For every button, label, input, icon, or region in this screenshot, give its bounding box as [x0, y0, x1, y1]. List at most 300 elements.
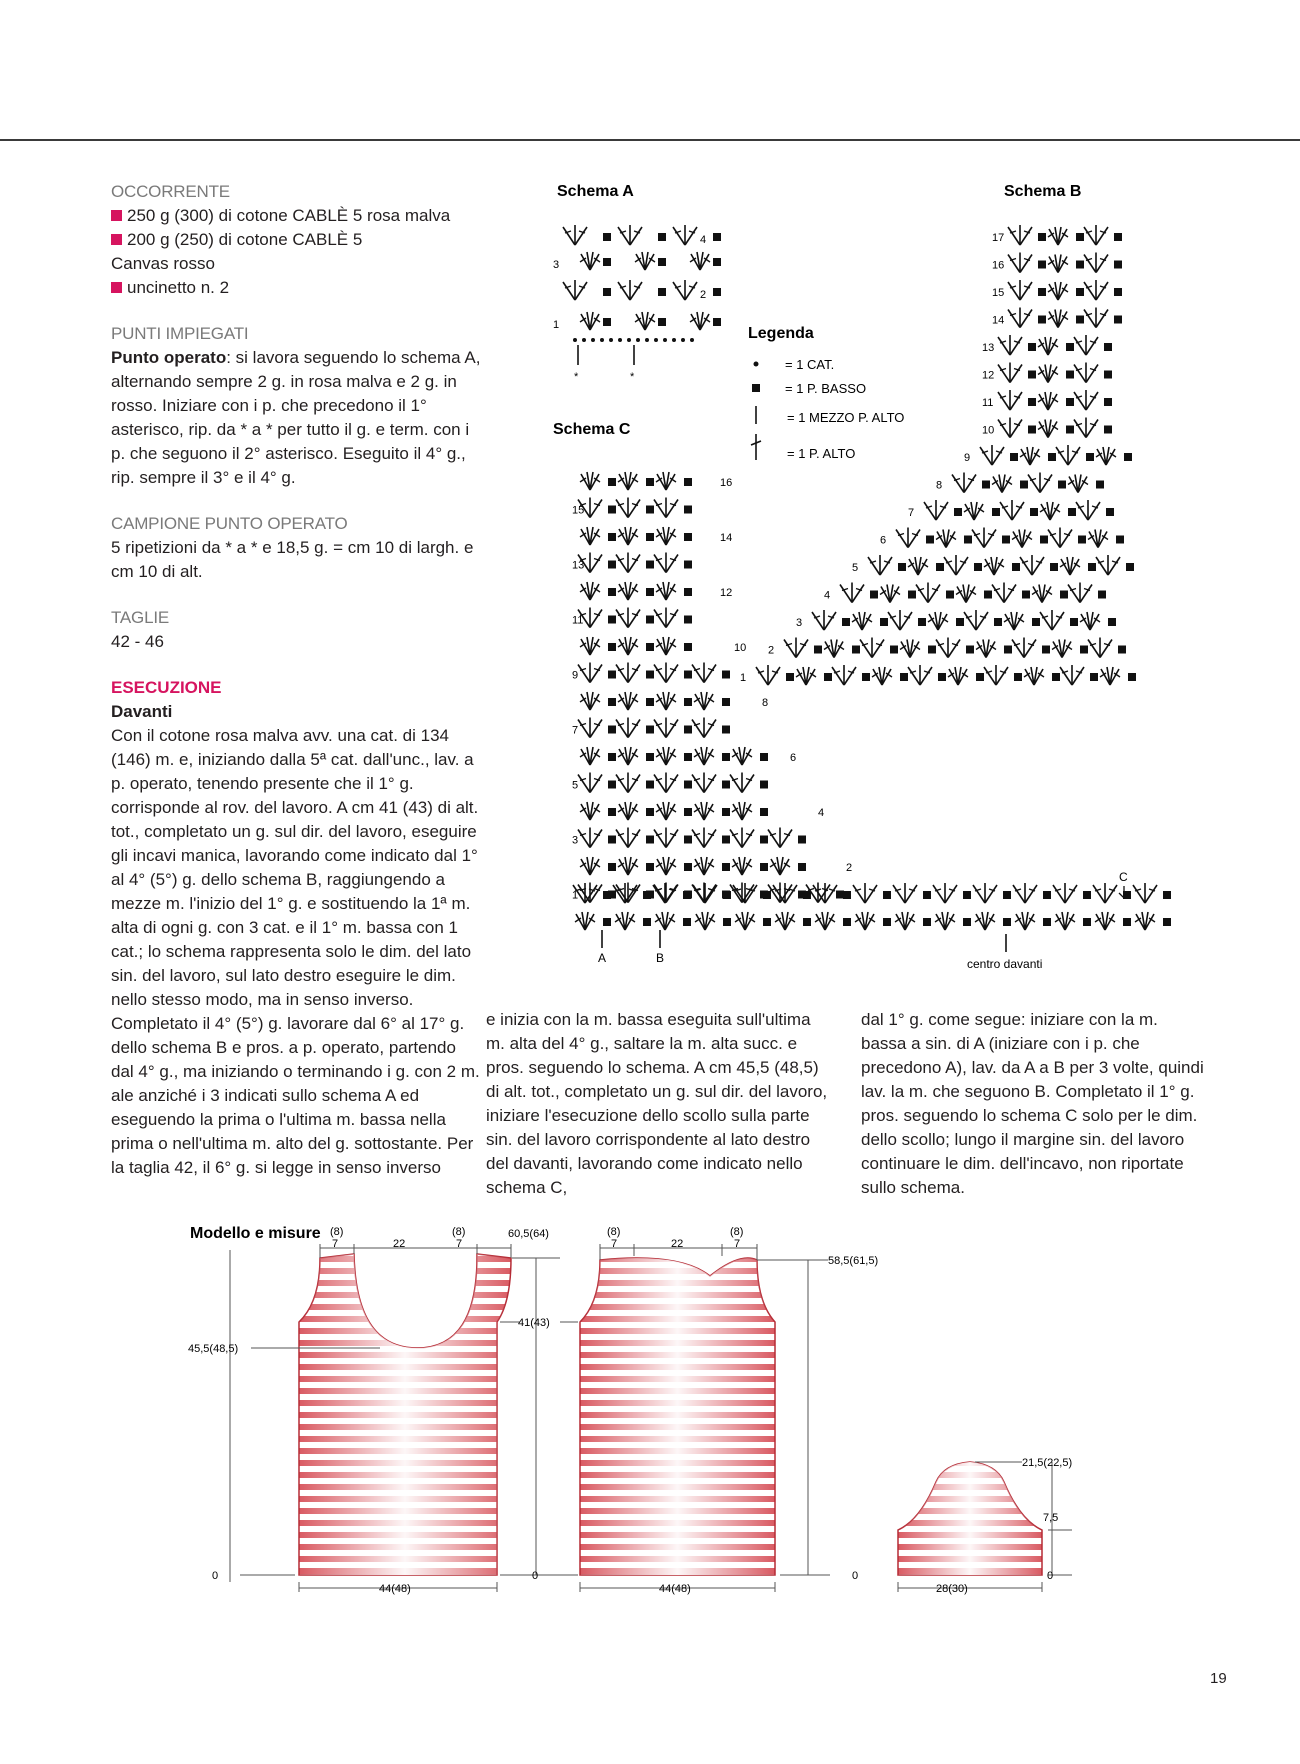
stitch-fan — [1096, 555, 1120, 575]
row-number: 4 — [700, 234, 707, 246]
stitch-fan — [580, 527, 600, 545]
stitch-single — [646, 671, 654, 679]
stitch-fan — [1056, 445, 1080, 465]
stitch-single — [982, 481, 990, 489]
stitch-single — [1028, 398, 1036, 406]
stitch-single — [803, 891, 811, 899]
stitch-single — [1058, 481, 1066, 489]
stitch-fan — [1084, 225, 1108, 245]
stitch-fan — [1008, 280, 1032, 300]
stitch-fan — [1048, 528, 1072, 548]
stitch-fan — [775, 912, 795, 930]
stitch-single — [1030, 508, 1038, 516]
stitch-fan — [1060, 665, 1084, 685]
row-number: 3 — [572, 834, 579, 847]
stitch-single — [1003, 918, 1011, 926]
stitch-single — [722, 863, 730, 871]
punti-text: Punto operato: si lavora seguendo lo schema A, alternando sempre 2 g. in rosa malva e 2 g. in rosso. Iniziare con i p. che precedono il 1° asterisco, rip. da * a * per tutto il g. e term. con i p. che seguono il 2° asterisco. Eseguito il 4° g., rip. sempre il 3° e il 4° g. — [111, 348, 481, 487]
stitch-fan — [1038, 420, 1058, 438]
row-number: 7 — [908, 507, 915, 519]
stitch-single — [1070, 618, 1078, 626]
stitch-fan — [916, 583, 940, 603]
stitch-fan — [616, 553, 640, 573]
esecuzione-col3: dal 1° g. come segue: iniziare con la m. bassa a sin. di A (iniziare con i p. che precedono A), lav. da A a B per 3 volte, quindi lav. la m. che seguono B. Completato il 1° g. pros. seguendo lo schema C solo per le dim. dello scollo; lungo il margine sin. del lavoro continuare le dim. dell'incavo, non riportate sullo schema. — [861, 1010, 1204, 1197]
stitch-fan — [1032, 585, 1052, 603]
stitch-single — [646, 478, 654, 486]
front-neck: 22 — [393, 1238, 406, 1250]
stitch-fan — [973, 883, 997, 903]
front-piece — [299, 1254, 511, 1575]
row-number: 2 — [846, 862, 853, 874]
esecuzione-heading: ESECUZIONE — [111, 678, 222, 697]
stitch-single — [956, 618, 964, 626]
stitch-single — [1086, 453, 1094, 461]
stitch-fan — [580, 692, 600, 710]
stitch-single — [760, 808, 768, 816]
stitch-fan — [693, 883, 717, 903]
stitch-single — [908, 591, 916, 599]
stitch-single — [1114, 261, 1122, 269]
back-top-side-r-b: 7 — [734, 1238, 741, 1250]
stitch-fan — [578, 828, 602, 848]
sleeve-cap-height: 21,5(22,5) — [1022, 1457, 1073, 1469]
stitch-single — [760, 781, 768, 789]
stitch-fan — [1052, 640, 1072, 658]
stitch-fan — [956, 585, 976, 603]
stitch-single — [608, 643, 616, 651]
stitch-fan — [694, 802, 714, 820]
stitch-fan — [933, 883, 957, 903]
stitch-fan — [1074, 335, 1098, 355]
stitch-single — [954, 508, 962, 516]
stitch-single — [608, 698, 616, 706]
stitch-single — [852, 646, 860, 654]
stitch-single — [603, 918, 611, 926]
row-number: 10 — [734, 642, 747, 654]
stitch-fan — [654, 498, 678, 518]
stitch-fan — [654, 773, 678, 793]
back-top-side-b: 7 — [611, 1238, 618, 1250]
stitch-single — [683, 918, 691, 926]
stitch-fan — [575, 912, 595, 930]
stitch-single — [883, 891, 891, 899]
stitch-chain — [618, 338, 622, 342]
stitch-fan — [580, 637, 600, 655]
stitch-single — [1076, 233, 1084, 241]
stitch-fan — [615, 912, 635, 930]
chain-icon — [754, 362, 759, 367]
stitch-single — [608, 533, 616, 541]
stitch-single — [646, 643, 654, 651]
stitch-fan — [1093, 883, 1117, 903]
stitch-single — [963, 918, 971, 926]
middle-dimension-lines — [500, 1258, 578, 1575]
stitch-single — [722, 671, 730, 679]
stitch-single — [608, 616, 616, 624]
stitch-single — [1038, 316, 1046, 324]
stitch-single — [713, 318, 721, 326]
stitch-fan — [1048, 227, 1068, 245]
stitch-single — [603, 233, 611, 241]
row-number: 11 — [572, 614, 584, 627]
stitch-single — [684, 808, 692, 816]
davanti-heading: Davanti — [111, 702, 173, 721]
stitch-single — [684, 781, 692, 789]
stitch-fan — [998, 363, 1022, 383]
stitch-single — [643, 918, 651, 926]
stitch-fan — [1100, 667, 1120, 685]
occorrente-heading: OCCORRENTE — [111, 182, 230, 201]
row-number: 3 — [553, 259, 560, 271]
stitch-single — [763, 918, 771, 926]
stitch-chain — [645, 338, 649, 342]
stitch-single — [646, 863, 654, 871]
stitch-single — [646, 533, 654, 541]
stitch-single — [684, 506, 692, 514]
stitch-single — [926, 536, 934, 544]
stitch-single — [763, 891, 771, 899]
stitch-fan — [656, 637, 676, 655]
stitch-single — [923, 918, 931, 926]
stitch-single — [760, 836, 768, 844]
stitch-single — [923, 891, 931, 899]
stitch-single — [1042, 646, 1050, 654]
row-number: 12 — [982, 369, 995, 382]
stitch-single — [658, 233, 666, 241]
stitch-single — [1163, 891, 1171, 899]
stitch-single — [608, 836, 616, 844]
stitch-fan — [1008, 308, 1032, 328]
stitch-single — [898, 563, 906, 571]
stitch-fan — [692, 718, 716, 738]
stitch-single — [643, 891, 651, 899]
stitch-fan — [868, 555, 892, 575]
stitch-single — [760, 753, 768, 761]
schema-c-title: Schema C — [553, 421, 631, 438]
stitch-single — [713, 288, 721, 296]
stitch-fan — [1008, 253, 1032, 273]
stitch-fan — [1055, 912, 1075, 930]
stitch-fan — [653, 883, 677, 903]
stitch-fan — [1020, 555, 1044, 575]
stitch-fan — [893, 883, 917, 903]
front-top-side-b: 7 — [332, 1238, 339, 1250]
stitch-single — [1010, 453, 1018, 461]
stitch-fan — [895, 912, 915, 930]
stitch-fan — [616, 773, 640, 793]
stitch-single — [603, 891, 611, 899]
row-number: 10 — [982, 424, 995, 437]
legenda-item: = 1 P. ALTO — [787, 446, 856, 461]
stitch-chain — [654, 338, 658, 342]
stitch-single — [880, 618, 888, 626]
stitch-single — [843, 918, 851, 926]
taglie-heading: TAGLIE — [111, 608, 170, 627]
stitch-single — [1038, 288, 1046, 296]
front-top-side: (8) — [330, 1226, 344, 1238]
stitch-chain — [591, 338, 595, 342]
back-piece — [580, 1258, 775, 1575]
stitch-single — [603, 258, 611, 266]
stitch-single — [646, 726, 654, 734]
row-number: 8 — [762, 697, 769, 709]
back-total-height: 58,5(61,5) — [828, 1255, 879, 1267]
middle-zero: 0 — [532, 1570, 539, 1582]
stitch-single — [646, 698, 654, 706]
stitch-fan — [618, 527, 638, 545]
model-diagram — [0, 1220, 1300, 1720]
stitch-fan — [936, 638, 960, 658]
stitch-single — [1104, 343, 1112, 351]
legenda-item: = 1 MEZZO P. ALTO — [787, 410, 905, 425]
legenda-item: = 1 CAT. — [785, 357, 835, 372]
stitch-fan — [1074, 363, 1098, 383]
back-zero: 0 — [852, 1570, 859, 1582]
stitch-fan — [1048, 282, 1068, 300]
stitch-fan — [1095, 912, 1115, 930]
stitch-fan — [948, 667, 968, 685]
stitch-single — [946, 591, 954, 599]
stitch-fan — [1004, 612, 1024, 630]
stitch-single — [608, 588, 616, 596]
stitch-single — [976, 673, 984, 681]
stitch-single — [936, 563, 944, 571]
stitch-single — [608, 808, 616, 816]
stitch-single — [722, 726, 730, 734]
row-number: 2 — [768, 644, 775, 657]
model-title: Modello e misure — [190, 1225, 321, 1242]
row-number: 11 — [982, 397, 994, 409]
schema-b-title: Schema B — [1004, 183, 1082, 200]
stitch-fan — [616, 663, 640, 683]
row-number: 16 — [992, 259, 1005, 272]
stitch-single — [1038, 233, 1046, 241]
stitch-fan — [1028, 473, 1052, 493]
stitch-single — [1028, 426, 1036, 434]
stitch-fan — [1038, 365, 1058, 383]
stitch-fan — [695, 912, 715, 930]
stitch-single — [684, 698, 692, 706]
stitch-fan — [770, 857, 790, 875]
occorrente-item: uncinetto n. 2 — [111, 276, 481, 300]
stitch-fan — [1024, 667, 1044, 685]
row-number: 15 — [992, 287, 1005, 299]
stitch-fan — [936, 530, 956, 548]
esecuzione-col2: e inizia con la m. bassa eseguita sull'ultima m. alta del 4° g., saltare la m. alta succ. e pros. seguendo lo schema. A cm 45,5 (48,5) di alt. tot., completato un g. sul dir. del lavoro, iniziare l'esecuzione dello scollo sulla parte sin. del lavoro corrispondente al lato destro del davanti, lavorando come indicato nello schema C, — [486, 1010, 828, 1197]
row-number: 15 — [572, 504, 585, 517]
stitch-single — [862, 673, 870, 681]
stitch-single — [684, 478, 692, 486]
stitch-fan — [618, 747, 638, 765]
stitch-single — [1080, 646, 1088, 654]
stitch-single — [890, 646, 898, 654]
stitch-fan — [852, 612, 872, 630]
sleeve-piece — [898, 1462, 1042, 1575]
stitch-fan — [732, 802, 752, 820]
stitch-fan — [616, 498, 640, 518]
stitch-fan — [872, 667, 892, 685]
stitch-single — [1090, 673, 1098, 681]
asterisk-label: * — [630, 371, 635, 383]
stitch-single — [723, 891, 731, 899]
centro-label: centro davanti — [967, 957, 1043, 971]
stitch-single — [608, 506, 616, 514]
stitch-fan — [655, 912, 675, 930]
stitch-fan — [1053, 883, 1077, 903]
single-crochet-icon — [752, 384, 760, 392]
row-number: 6 — [880, 534, 887, 547]
stitch-fan — [580, 802, 600, 820]
row-number: 16 — [720, 477, 733, 489]
stitch-fan — [1068, 475, 1088, 493]
back-top-side: (8) — [607, 1226, 621, 1238]
stitch-single — [994, 618, 1002, 626]
stitch-fan — [618, 802, 638, 820]
stitch-fan — [618, 472, 638, 490]
stitch-fan — [1084, 308, 1108, 328]
stitch-fan — [635, 312, 655, 330]
page-number: 19 — [1210, 1670, 1227, 1687]
stitch-single — [1106, 508, 1114, 516]
row-number: 14 — [720, 532, 733, 544]
stitch-single — [1078, 536, 1086, 544]
stitch-fan — [944, 555, 968, 575]
occorrente-item: Canvas rosso — [111, 254, 215, 273]
row-number: 4 — [824, 589, 831, 602]
legenda-title: Legenda — [748, 325, 814, 342]
stitch-single — [928, 646, 936, 654]
stitch-fan — [812, 610, 836, 630]
stitch-single — [1104, 398, 1112, 406]
stitch-fan — [992, 583, 1016, 603]
stitch-single — [684, 588, 692, 596]
stitch-single — [836, 891, 844, 899]
stitch-fan — [656, 472, 676, 490]
stitch-chain — [690, 338, 694, 342]
stitch-single — [1114, 316, 1122, 324]
stitch-fan — [1048, 310, 1068, 328]
stitch-fan — [980, 445, 1004, 465]
stitch-fan — [756, 665, 780, 685]
stitch-single — [843, 891, 851, 899]
stitch-single — [646, 808, 654, 816]
stitch-fan — [618, 582, 638, 600]
stitch-fan — [656, 527, 676, 545]
stitch-chain — [636, 338, 640, 342]
stitch-fan — [656, 582, 676, 600]
stitch-single — [1076, 261, 1084, 269]
stitch-fan — [618, 280, 642, 300]
stitch-fan — [580, 582, 600, 600]
stitch-single — [646, 506, 654, 514]
stitch-single — [1076, 316, 1084, 324]
stitch-single — [974, 563, 982, 571]
double-crochet-icon — [751, 434, 761, 460]
front-zero: 0 — [212, 1570, 219, 1582]
stitch-fan — [908, 557, 928, 575]
stitch-fan — [673, 280, 697, 300]
stitch-fan — [1040, 502, 1060, 520]
stitch-fan — [690, 252, 710, 270]
stitch-single — [608, 671, 616, 679]
stitch-single — [1043, 891, 1051, 899]
stitch-single — [608, 478, 616, 486]
stitch-fan — [1020, 447, 1040, 465]
back-width: 44(48) — [659, 1583, 691, 1595]
stitch-fan — [1060, 557, 1080, 575]
stitch-fan — [972, 528, 996, 548]
stitch-fan — [1000, 500, 1024, 520]
stitch-fan — [616, 608, 640, 628]
right-column — [861, 1008, 1206, 1200]
stitch-fan — [694, 747, 714, 765]
row-number: 6 — [790, 752, 797, 764]
stitch-fan — [935, 912, 955, 930]
stitch-single — [684, 753, 692, 761]
stitch-fan — [1074, 390, 1098, 410]
stitch-single — [713, 258, 721, 266]
stitch-single — [646, 781, 654, 789]
stitch-single — [938, 673, 946, 681]
stitch-single — [786, 673, 794, 681]
stitch-fan — [1133, 883, 1157, 903]
stitch-fan — [654, 663, 678, 683]
stitch-single — [883, 918, 891, 926]
row-number: 9 — [572, 669, 579, 682]
stitch-single — [1088, 563, 1096, 571]
armhole-height: 41(43) — [518, 1317, 550, 1329]
stitch-fan — [773, 883, 797, 903]
stitch-single — [722, 698, 730, 706]
stitch-fan — [976, 640, 996, 658]
stitch-fan — [578, 718, 602, 738]
stitch-fan — [654, 608, 678, 628]
stitch-single — [1114, 288, 1122, 296]
stitch-fan — [984, 557, 1004, 575]
stitch-single — [1098, 591, 1106, 599]
marker-a-label: A — [598, 951, 607, 965]
stitch-single — [684, 726, 692, 734]
stitch-single — [1060, 591, 1068, 599]
row-number: 5 — [852, 562, 859, 574]
schema-a-chart — [553, 225, 721, 383]
stitch-fan — [784, 638, 808, 658]
stitch-single — [1124, 453, 1132, 461]
stitch-single — [1004, 646, 1012, 654]
stitch-single — [1163, 918, 1171, 926]
row-number: 8 — [936, 479, 943, 492]
row-number: 1 — [740, 672, 747, 684]
stitch-single — [1114, 233, 1122, 241]
stitch-single — [1123, 918, 1131, 926]
stitch-fan — [580, 252, 600, 270]
stitch-fan — [1015, 912, 1035, 930]
stitch-fan — [855, 912, 875, 930]
stitch-fan — [616, 828, 640, 848]
stitch-single — [1066, 398, 1074, 406]
stitch-single — [984, 591, 992, 599]
stitch-single — [608, 726, 616, 734]
stitch-fan — [692, 663, 716, 683]
stitch-single — [803, 918, 811, 926]
campione-heading: CAMPIONE PUNTO OPERATO — [111, 514, 348, 533]
stitch-fan — [1084, 253, 1108, 273]
stitch-single — [608, 781, 616, 789]
row-number: 5 — [572, 779, 579, 792]
stitch-single — [900, 673, 908, 681]
stitch-fan — [563, 280, 587, 300]
stitch-fan — [1074, 418, 1098, 438]
